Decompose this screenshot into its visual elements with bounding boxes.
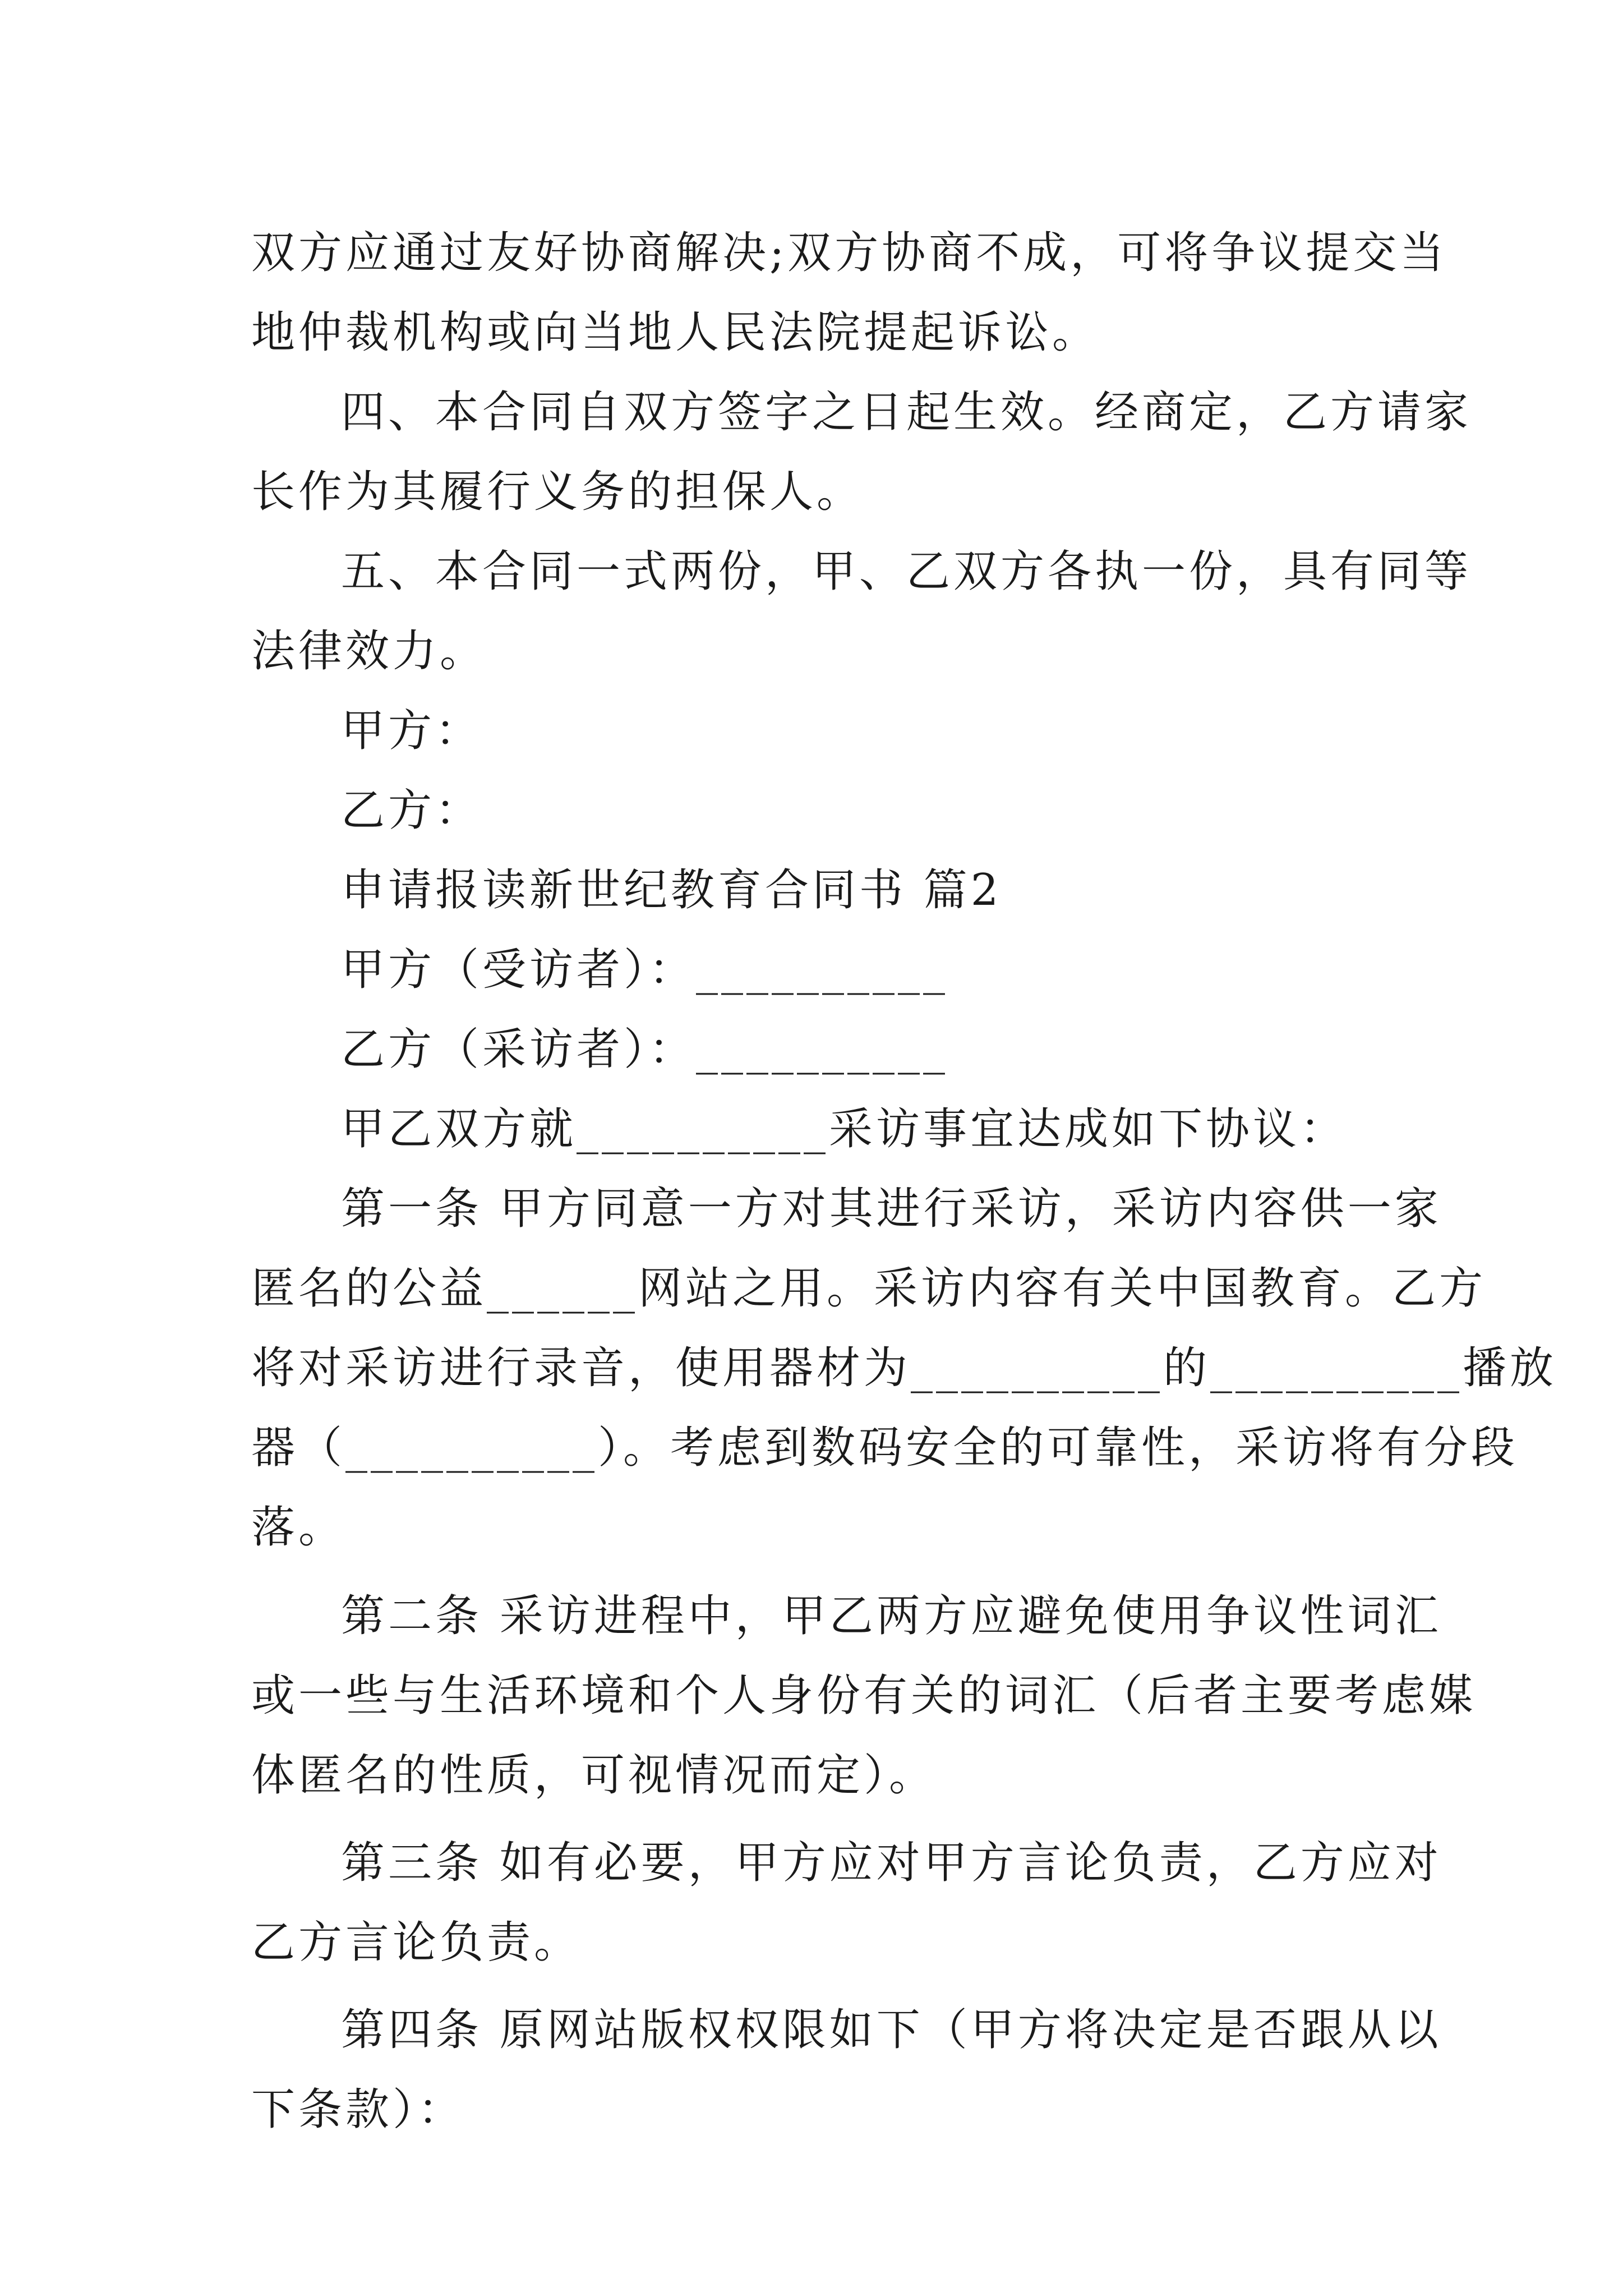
- text-line: 甲方（受访者）：__________: [341, 945, 949, 995]
- text-line: 将对采访进行录音，使用器材为__________的__________播放: [251, 1343, 1557, 1393]
- section-heading: 申请报读新世纪教育合同书 篇2: [341, 865, 1002, 915]
- text-line: 器（__________）。考虑到数码安全的可靠性，采访将有分段: [251, 1423, 1519, 1473]
- text-line: 双方应通过友好协商解决;双方协商不成，可将争议提交当: [251, 228, 1447, 278]
- text-line: 长作为其履行义务的担保人。: [251, 467, 864, 517]
- text-line: 第二条 采访进程中，甲乙两方应避免使用争议性词汇: [341, 1591, 1442, 1641]
- text-line: 乙方言论负责。: [251, 1917, 582, 1968]
- text-line: 下条款）：: [251, 2085, 465, 2135]
- text-line: 第一条 甲方同意一方对其进行采访，采访内容供一家: [341, 1184, 1442, 1234]
- text-line: 第四条 原网站版权权限如下（甲方将决定是否跟从以: [341, 2005, 1442, 2055]
- text-line: 五、本合同一式两份，甲、乙双方各执一份，具有同等: [341, 546, 1472, 597]
- text-line: 四、本合同自双方签字之日起生效。经商定，乙方请家: [341, 387, 1472, 438]
- text-line: 匿名的公益______网站之用。采访内容有关中国教育。乙方: [251, 1263, 1487, 1314]
- party-b-label: 乙方：: [341, 785, 483, 836]
- text-line: 法律效力。: [251, 626, 487, 677]
- text-line: 第三条 如有必要，甲方应对甲方言论负责，乙方应对: [341, 1838, 1442, 1888]
- party-a-label: 甲方：: [341, 706, 483, 756]
- text-line: 或一些与生活环境和个人身份有关的词汇（后者主要考虑媒: [251, 1671, 1477, 1721]
- text-line: 乙方（采访者）：__________: [341, 1024, 949, 1075]
- text-line: 甲乙双方就__________采访事宜达成如下协议：: [341, 1104, 1348, 1154]
- text-line: 地仲裁机构或向当地人民法院提起诉讼。: [251, 307, 1100, 358]
- text-line: 落。: [251, 1502, 346, 1553]
- text-line: 体匿名的性质，可视情况而定）。: [251, 1750, 937, 1801]
